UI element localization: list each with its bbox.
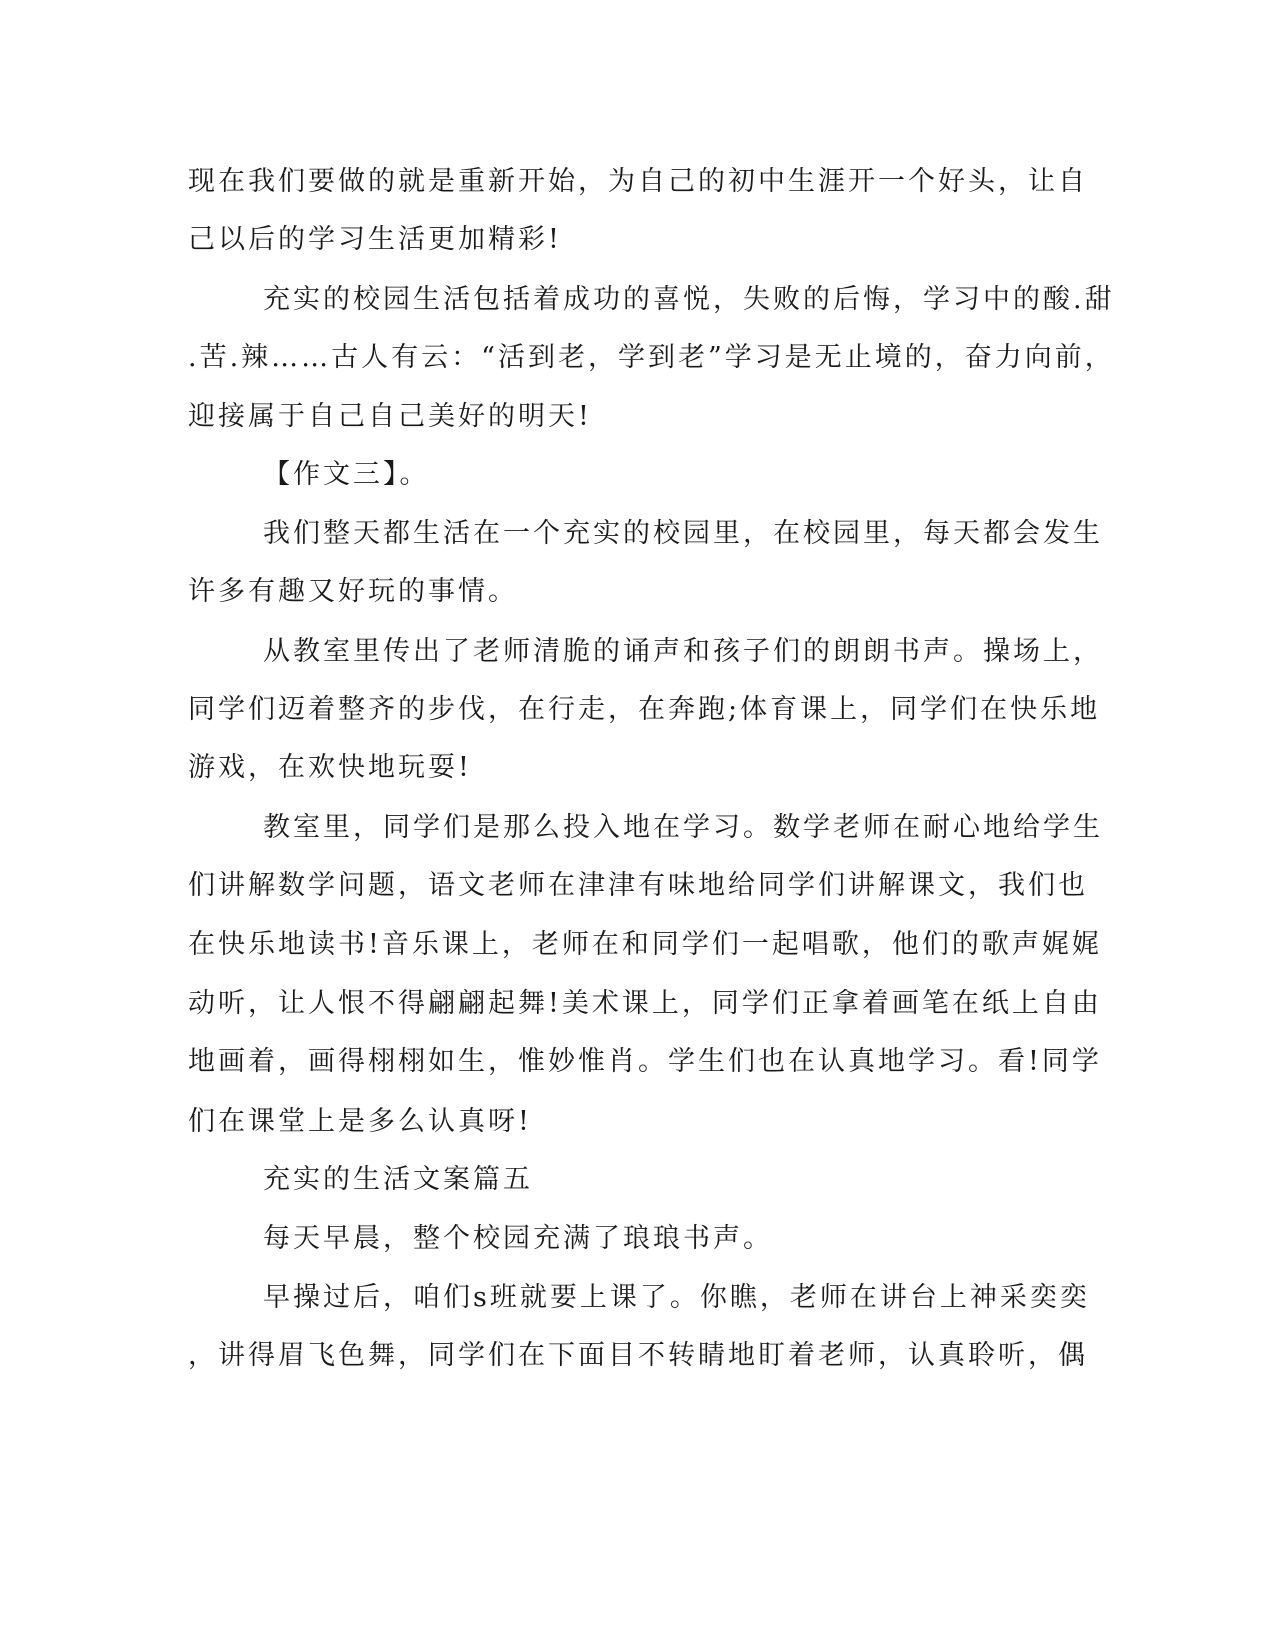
text-line: 许多有趣又好玩的事情。 [188, 576, 518, 607]
text-line: 早操过后，咱们s班就要上课了。你瞧，老师在讲台上神采奕奕 [263, 1282, 1090, 1313]
text-line: 们在课堂上是多么认真呀! [188, 1106, 532, 1137]
text-line: 在快乐地读书!音乐课上，老师在和同学们一起唱歌，他们的歌声娓娓 [188, 929, 1102, 960]
text-line: 现在我们要做的就是重新开始，为自己的初中生涯开一个好头，让自 [188, 166, 1088, 197]
text-line: 从教室里传出了老师清脆的诵声和孩子们的朗朗书声。操场上， [263, 636, 1103, 667]
text-line: 我们整天都生活在一个充实的校园里，在校园里，每天都会发生 [263, 518, 1103, 549]
text-line: 同学们迈着整齐的步伐，在行走，在奔跑;体育课上，同学们在快乐地 [188, 694, 1101, 725]
section-heading: 充实的生活文案篇五 [263, 1164, 533, 1195]
text-line: 教室里，同学们是那么投入地在学习。数学老师在耐心地给学生 [263, 812, 1103, 843]
text-line: 充实的校园生活包括着成功的喜悦，失败的后悔，学习中的酸.甜 [263, 284, 1115, 315]
text-line: 己以后的学习生活更加精彩! [188, 224, 562, 255]
text-line: 们讲解数学问题，语文老师在津津有味地给同学们讲解课文，我们也 [188, 870, 1088, 901]
text-line: 动听，让人恨不得翩翩起舞!美术课上，同学们正拿着画笔在纸上自由 [188, 988, 1102, 1019]
text-line: 地画着，画得栩栩如生，惟妙惟肖。学生们也在认真地学习。看!同学 [188, 1046, 1102, 1077]
text-line: 每天早晨，整个校园充满了琅琅书声。 [263, 1223, 773, 1254]
text-line: .苦.辣……古人有云：“活到老，学到老”学习是无止境的，奋力向前， [188, 342, 1115, 373]
text-line: 迎接属于自己自己美好的明天! [188, 401, 592, 432]
text-line: ，讲得眉飞色舞，同学们在下面目不转睛地盯着老师，认真聆听，偶 [188, 1340, 1088, 1371]
section-heading: 【作文三】。 [263, 459, 430, 490]
text-line: 游戏，在欢快地玩耍! [188, 752, 472, 783]
